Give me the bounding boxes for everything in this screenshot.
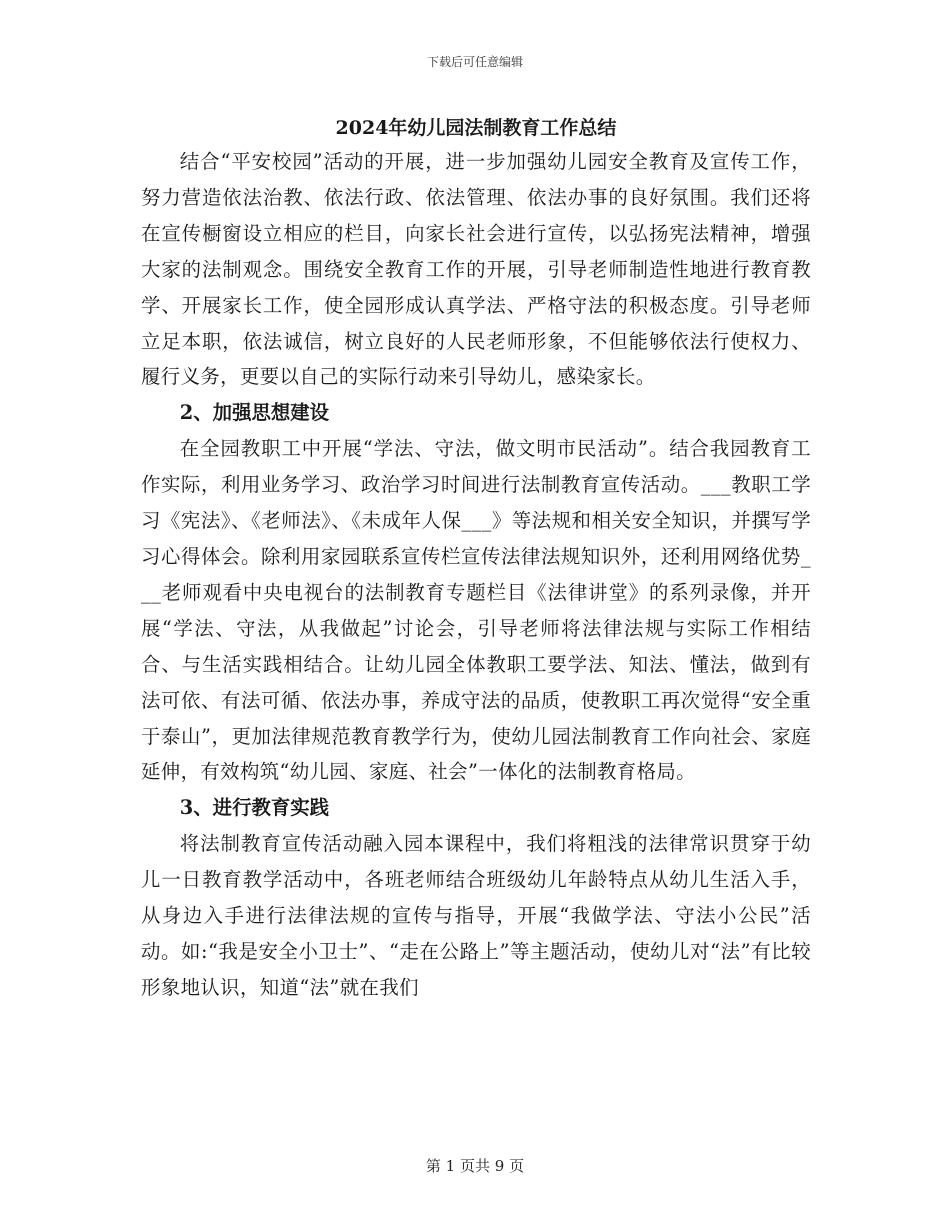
intro-paragraph: 结合“平安校园”活动的开展，进一步加强幼儿园安全教育及宣传工作，努力营造依法治教、依法行政、依法管理、依法办事的良好氛围。我们还将在宣传橱窗设立相应的栏目，向家长社会进行宣传，以弘扬宪法精神，增强大家的法制观念。围绕安全教育工作的开展，引导老师制造性地进行教育教学、开展家长工作，使全园形成认真学法、严格守法的积极态度。引导老师立足本职，依法诚信，树立良好的人民老师形象，不但能够依法行使权力、履行义务，更要以自己的实际行动来引导幼儿，感染家长。 [141,150,811,389]
document-title: 2024年幼儿园法制教育工作总结 [335,117,617,139]
section-heading-thought-building: 2、加强思想建设 [179,401,330,425]
section-heading-education-practice: 3、进行教育实践 [179,796,330,820]
page-number: 第 1 页共 9 页 [425,1157,525,1175]
page-header: 下载后可任意编辑 [426,55,523,69]
section-paragraph-education-practice: 将法制教育宣传活动融入园本课程中，我们将粗浅的法律常识贯穿于幼儿一日教育教学活动中，各班老师结合班级幼儿年龄特点从幼儿生活入手，从身边入手进行法律法规的宣传与指导，开展“我做学法、守法小公民”活动。如:“我是安全小卫士”、“走在公路上”等主题活动，使幼儿对“法”有比较形象地认识，知道“法”就在我们 [141,832,811,999]
section-paragraph-thought-building: 在全园教职工中开展“学法、守法，做文明市民活动”。结合我园教育工作实际，利用业务学习、政治学习时间进行法制教育宣传活动。___教职工学习《宪法》、《老师法》、《未成年人保___》等法规和相关安全知识，并撰写学习心得体会。除利用家园联系宣传栏宣传法律法规知识外，还利用网络优势___老师观看中央电视台的法制教育专题栏目《法律讲堂》的系列录像，并开展“学法、守法，从我做起”讨论会，引导老师将法律法规与实际工作相结合、与生活实践相结合。让幼儿园全体教职工要学法、知法、懂法，做到有法可依、有法可循、依法办事，养成守法的品质，使教职工再次觉得“安全重于泰山”，更加法律规范教育教学行为，使幼儿园法制教育工作向社会、家庭延伸，有效构筑“幼儿园、家庭、社会”一体化的法制教育格局。 [141,437,811,784]
document-body [141,112,811,1006]
